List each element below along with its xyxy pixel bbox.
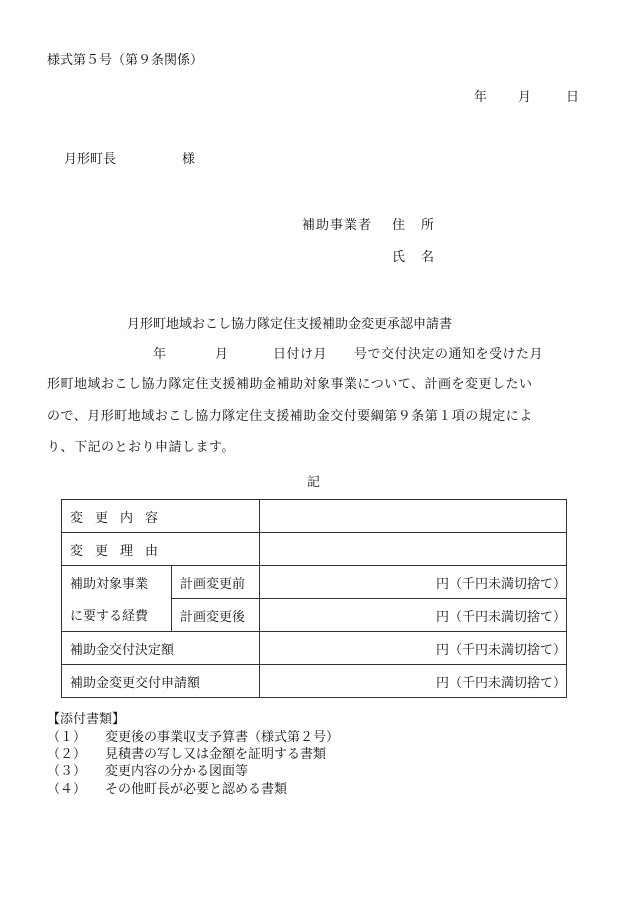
document-title: 月形町地域おこし協力隊定住支援補助金変更承認申請書	[127, 317, 453, 332]
table-row	[62, 665, 567, 698]
change-reason-value[interactable]	[260, 533, 567, 566]
expense-label-top: 補助対象事業	[62, 566, 172, 599]
table-row	[62, 566, 567, 599]
before-amount[interactable]: 円（千円未満切捨て）	[260, 566, 567, 599]
table-row	[62, 632, 567, 665]
body-month: 月	[215, 347, 229, 362]
attachment-number: （１）	[47, 730, 87, 745]
change-table	[61, 499, 567, 698]
list-item	[47, 765, 248, 778]
after-label: 計画変更後	[172, 599, 260, 632]
attachments-heading: 【添付書類】	[47, 712, 126, 727]
body-line-3: ので、月形町地域おこし協力隊定住支援補助金交付要綱第９条第１項の規定によ	[47, 409, 533, 424]
list-item	[47, 731, 339, 744]
addressee-name: 月形町長	[64, 152, 117, 167]
body-line-1-rest: 日付け月 号で交付決定の通知を受けた月	[273, 347, 544, 362]
requested-label: 補助金変更交付申請額	[62, 665, 260, 698]
list-item	[47, 748, 326, 761]
ki-heading: 記	[307, 475, 321, 490]
change-content-label: 変更内容	[62, 500, 260, 533]
attachment-text: 変更後の事業収支予算書（様式第２号）	[105, 730, 340, 745]
expense-label-bottom: に要する経費	[62, 599, 172, 632]
attachment-number: （３）	[47, 764, 87, 779]
decided-amount[interactable]: 円（千円未満切捨て）	[260, 632, 567, 665]
body-year: 年	[153, 347, 167, 362]
table-row	[62, 533, 567, 566]
attachment-text: 変更内容の分かる図面等	[105, 764, 249, 779]
date-month: 月	[518, 90, 532, 105]
body-line-2: 形町地域おこし協力隊定住支援補助金補助対象事業について、計画を変更したい	[47, 377, 533, 392]
change-content-value[interactable]	[260, 500, 567, 533]
before-label: 計画変更前	[172, 566, 260, 599]
name-label: 氏名	[392, 250, 451, 265]
form-number: 様式第５号（第９条関係）	[47, 53, 204, 68]
date-year: 年	[474, 90, 488, 105]
attachment-text: その他町長が必要と認める書類	[105, 782, 288, 797]
requested-amount[interactable]: 円（千円未満切捨て）	[260, 665, 567, 698]
attachment-number: （２）	[47, 747, 87, 762]
after-amount[interactable]: 円（千円未満切捨て）	[260, 599, 567, 632]
list-item	[47, 783, 287, 796]
addressee-honorific: 様	[182, 152, 196, 167]
address-label: 住所	[392, 218, 451, 233]
date-day: 日	[566, 90, 580, 105]
applicant-label: 補助事業者	[302, 218, 373, 233]
attachment-number: （４）	[47, 782, 87, 797]
change-reason-label: 変更理由	[62, 533, 260, 566]
body-line-4: り、下記のとおり申請します。	[47, 440, 235, 455]
table-row	[62, 599, 567, 632]
attachment-text: 見積書の写し又は金額を証明する書類	[105, 747, 327, 762]
table-row	[62, 500, 567, 533]
decided-label: 補助金交付決定額	[62, 632, 260, 665]
